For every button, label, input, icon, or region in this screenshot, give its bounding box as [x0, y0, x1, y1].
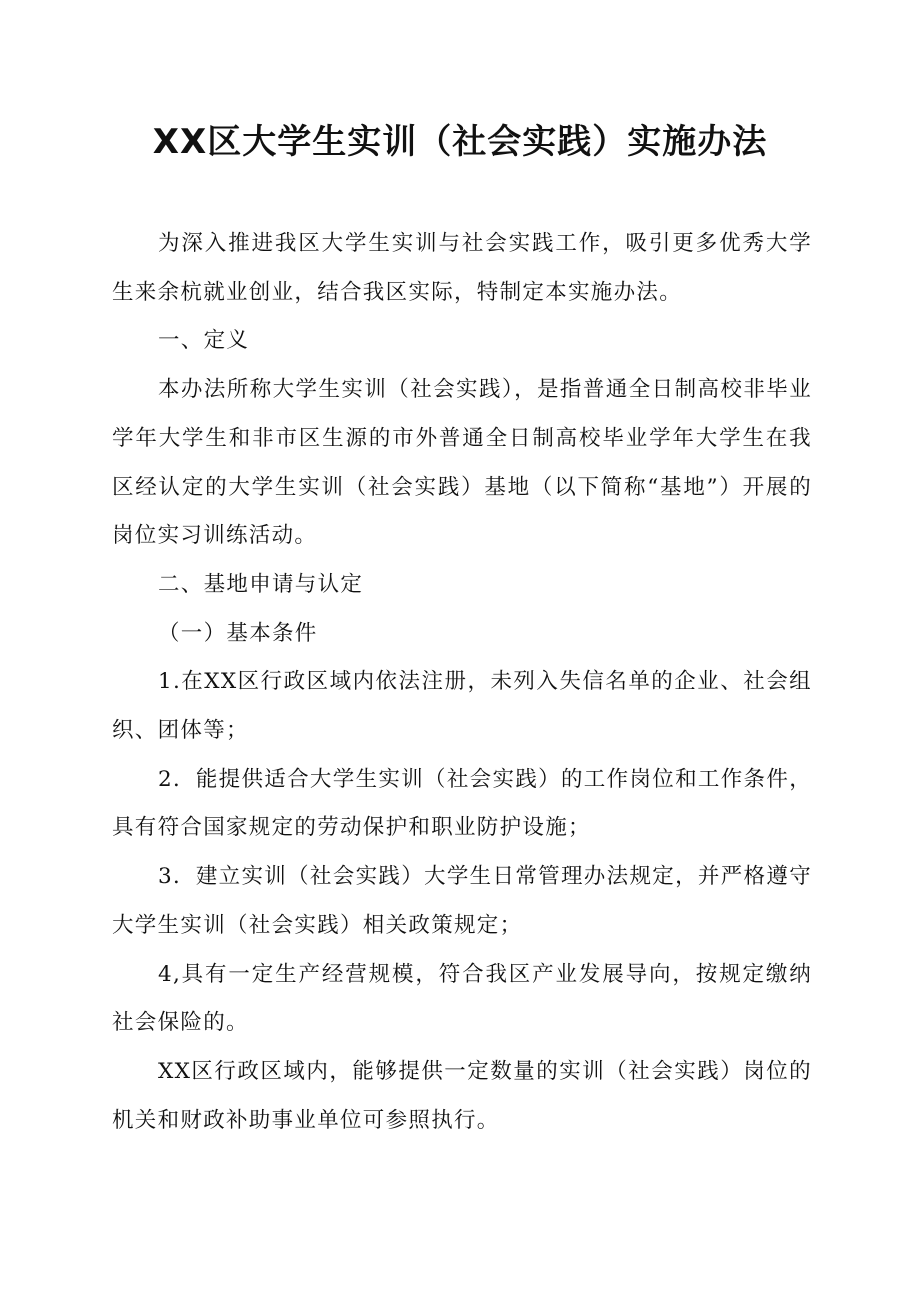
list-item-condition-3: 3．建立实训（社会实践）大学生日常管理办法规定，并严格遵守大学生实训（社会实践）相关政策规定； — [112, 864, 812, 938]
paragraph-definition: 本办法所称大学生实训（社会实践），是指普通全日制高校非毕业学年大学生和非市区生源的市外普通全日制高校毕业学年大学生在我区经认定的大学生实训（社会实践）基地（以下简称“基地”）开展的岗位实习训练活动。 — [112, 377, 812, 549]
paragraph-reference-note: XX区行政区域内，能够提供一定数量的实训（社会实践）岗位的机关和财政补助事业单位可参照执行。 — [112, 1058, 812, 1133]
document-title: XX区大学生实训（社会实践）实施办法 — [152, 122, 768, 162]
document-body — [112, 220, 812, 1145]
list-item-condition-2: 2．能提供适合大学生实训（社会实践）的工作岗位和工作条件，具有符合国家规定的劳动保护和职业防护设施； — [112, 766, 812, 841]
list-item-condition-4: 4,具有一定生产经营规模，符合我区产业发展导向，按规定缴纳社会保险的。 — [112, 961, 812, 1036]
subsection-heading-basic-conditions: （一）基本条件 — [158, 620, 318, 646]
list-item-condition-1: 1.在XX区行政区域内依法注册，未列入失信名单的企业、社会组织、团体等； — [112, 669, 812, 744]
section-heading-application: 二、基地申请与认定 — [158, 571, 364, 597]
paragraph-intro: 为深入推进我区大学生实训与社会实践工作，吸引更多优秀大学生来余杭就业创业，结合我区实际，特制定本实施办法。 — [112, 231, 812, 305]
section-heading-definition: 一、定义 — [158, 328, 250, 354]
